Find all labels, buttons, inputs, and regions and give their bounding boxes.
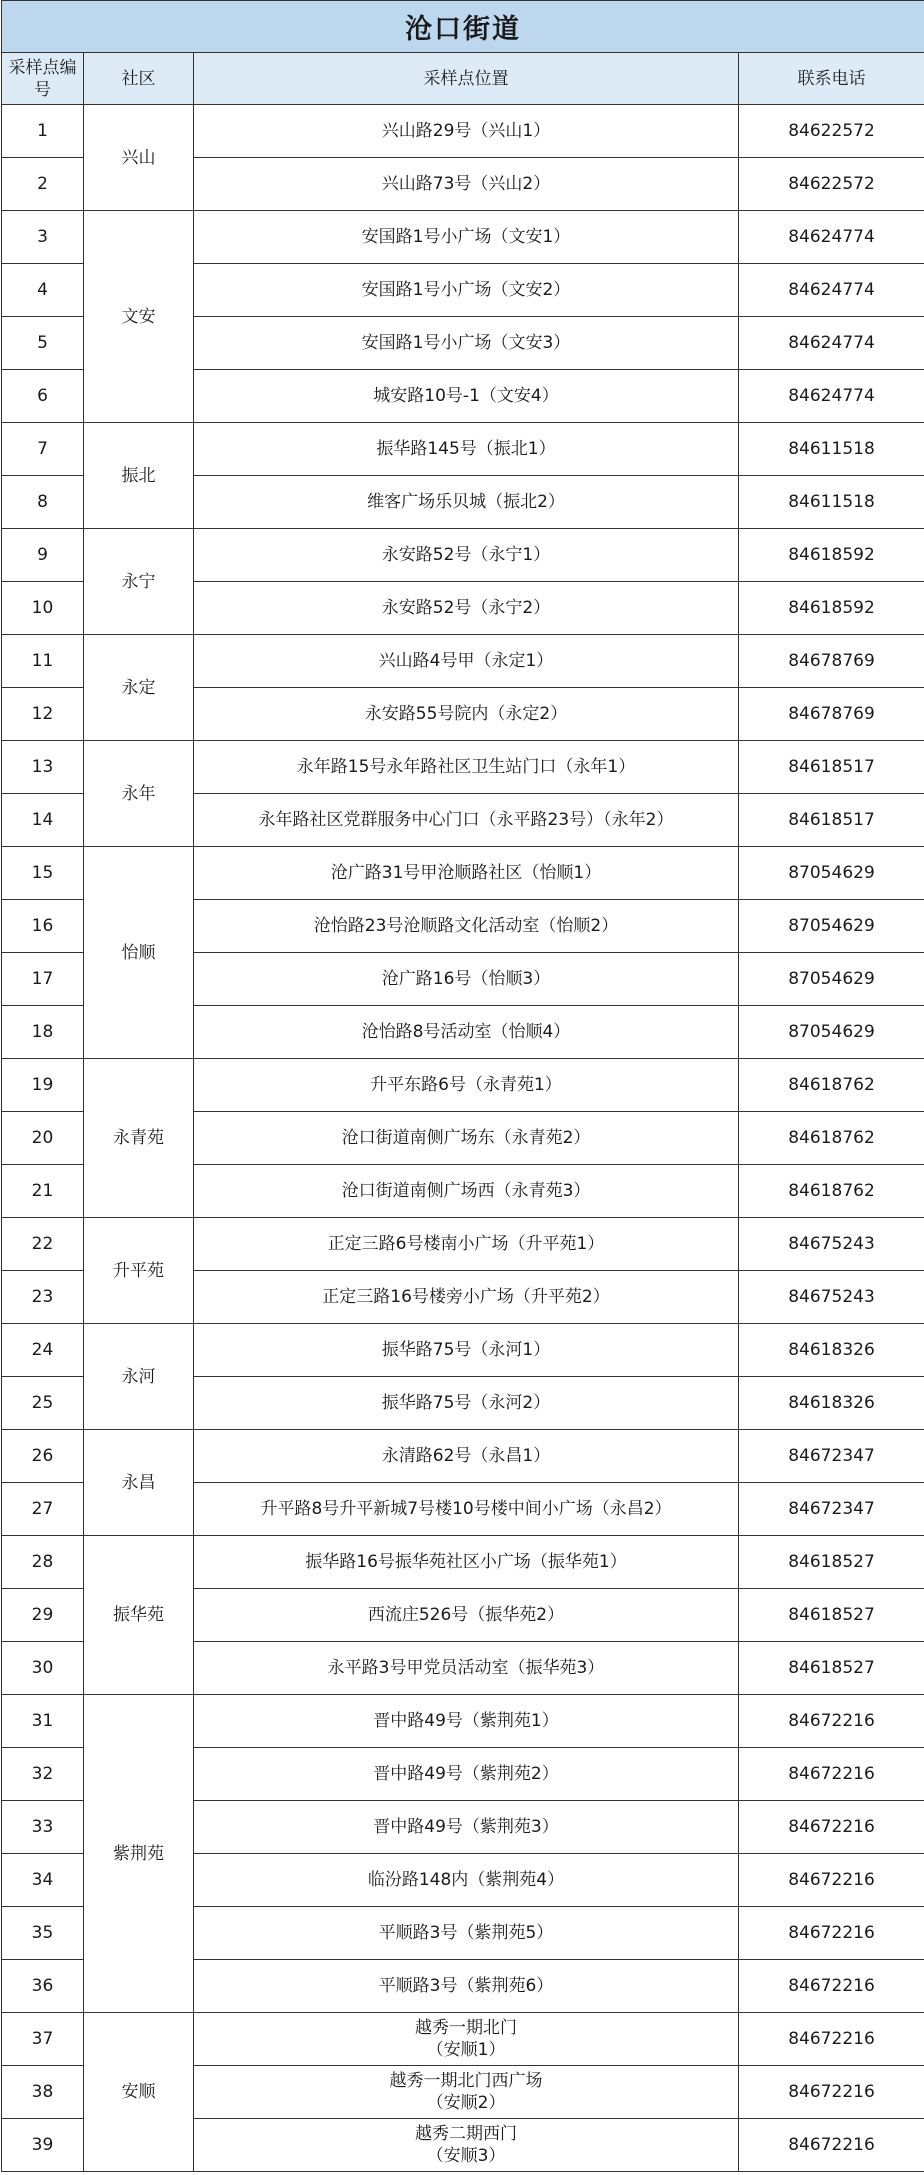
cell-location: 城安路10号-1（文安4） xyxy=(194,370,739,423)
cell-num: 36 xyxy=(2,1960,84,2013)
table-row xyxy=(2,529,924,582)
cell-location xyxy=(194,2066,739,2119)
cell-community: 兴山 xyxy=(84,105,194,211)
cell-num: 9 xyxy=(2,529,84,582)
cell-num: 21 xyxy=(2,1165,84,1218)
cell-num: 14 xyxy=(2,794,84,847)
cell-community: 紫荆苑 xyxy=(84,1695,194,2013)
location-line-2: （安顺1） xyxy=(426,2040,506,2060)
cell-phone: 84624774 xyxy=(739,370,924,423)
cell-community: 永河 xyxy=(84,1324,194,1430)
cell-num: 12 xyxy=(2,688,84,741)
cell-location: 晋中路49号（紫荆苑3） xyxy=(194,1801,739,1854)
table-row xyxy=(2,1430,924,1483)
header-num: 采样点编号 xyxy=(2,53,84,105)
cell-location: 平顺路3号（紫荆苑5） xyxy=(194,1907,739,1960)
cell-phone: 84618517 xyxy=(739,794,924,847)
table-row xyxy=(2,1536,924,1589)
cell-num: 33 xyxy=(2,1801,84,1854)
cell-num: 27 xyxy=(2,1483,84,1536)
cell-phone: 84622572 xyxy=(739,105,924,158)
cell-num: 5 xyxy=(2,317,84,370)
cell-location: 沧广路16号（怡顺3） xyxy=(194,953,739,1006)
cell-num: 13 xyxy=(2,741,84,794)
cell-community: 升平苑 xyxy=(84,1218,194,1324)
cell-location: 沧口街道南侧广场东（永青苑2） xyxy=(194,1112,739,1165)
cell-location xyxy=(194,2119,739,2172)
cell-num: 25 xyxy=(2,1377,84,1430)
cell-location: 振华路145号（振北1） xyxy=(194,423,739,476)
cell-community: 安顺 xyxy=(84,2013,194,2172)
cell-location: 永安路52号（永宁1） xyxy=(194,529,739,582)
cell-num: 38 xyxy=(2,2066,84,2119)
cell-location: 西流庄526号（振华苑2） xyxy=(194,1589,739,1642)
cell-community: 永昌 xyxy=(84,1430,194,1536)
cell-location: 沧怡路8号活动室（怡顺4） xyxy=(194,1006,739,1059)
table-row xyxy=(2,1695,924,1748)
cell-location: 沧怡路23号沧顺路文化活动室（怡顺2） xyxy=(194,900,739,953)
sampling-points-table xyxy=(1,0,924,2172)
header-row xyxy=(2,53,924,105)
location-line: 越秀一期北门西广场 xyxy=(389,2071,543,2091)
cell-num: 26 xyxy=(2,1430,84,1483)
cell-phone: 84672216 xyxy=(739,1907,924,1960)
cell-community: 振北 xyxy=(84,423,194,529)
cell-num: 19 xyxy=(2,1059,84,1112)
cell-num: 3 xyxy=(2,211,84,264)
cell-location: 兴山路4号甲（永定1） xyxy=(194,635,739,688)
cell-phone: 84672216 xyxy=(739,1801,924,1854)
cell-location: 兴山路73号（兴山2） xyxy=(194,158,739,211)
cell-phone: 84672216 xyxy=(739,1695,924,1748)
header-location: 采样点位置 xyxy=(194,53,739,105)
cell-location: 平顺路3号（紫荆苑6） xyxy=(194,1960,739,2013)
cell-phone: 84672216 xyxy=(739,2119,924,2172)
table-row xyxy=(2,2013,924,2066)
cell-phone: 84624774 xyxy=(739,264,924,317)
cell-num: 28 xyxy=(2,1536,84,1589)
cell-phone: 84624774 xyxy=(739,211,924,264)
cell-community: 永宁 xyxy=(84,529,194,635)
cell-location: 永清路62号（永昌1） xyxy=(194,1430,739,1483)
table-row xyxy=(2,847,924,900)
cell-location: 永平路3号甲党员活动室（振华苑3） xyxy=(194,1642,739,1695)
cell-phone: 84611518 xyxy=(739,423,924,476)
cell-phone: 84672216 xyxy=(739,2066,924,2119)
cell-num: 23 xyxy=(2,1271,84,1324)
cell-phone: 84622572 xyxy=(739,158,924,211)
location-line-2: （安顺2） xyxy=(426,2093,506,2113)
cell-num: 31 xyxy=(2,1695,84,1748)
cell-phone: 84678769 xyxy=(739,688,924,741)
cell-location: 正定三路16号楼旁小广场（升平苑2） xyxy=(194,1271,739,1324)
cell-phone: 84672216 xyxy=(739,1854,924,1907)
cell-num: 2 xyxy=(2,158,84,211)
cell-num: 32 xyxy=(2,1748,84,1801)
cell-phone: 84618326 xyxy=(739,1377,924,1430)
cell-location: 永安路55号院内（永定2） xyxy=(194,688,739,741)
cell-num: 1 xyxy=(2,105,84,158)
cell-phone: 84672347 xyxy=(739,1430,924,1483)
table-row xyxy=(2,635,924,688)
header-community: 社区 xyxy=(84,53,194,105)
table-row xyxy=(2,105,924,158)
cell-community: 振华苑 xyxy=(84,1536,194,1695)
cell-phone: 87054629 xyxy=(739,953,924,1006)
cell-phone: 84675243 xyxy=(739,1218,924,1271)
cell-num: 15 xyxy=(2,847,84,900)
cell-location: 升平路8号升平新城7号楼10号楼中间小广场（永昌2） xyxy=(194,1483,739,1536)
table-row xyxy=(2,1059,924,1112)
cell-location: 永年路15号永年路社区卫生站门口（永年1） xyxy=(194,741,739,794)
cell-community: 永定 xyxy=(84,635,194,741)
location-line: 越秀二期西门 xyxy=(415,2124,517,2144)
table-row xyxy=(2,423,924,476)
cell-num: 10 xyxy=(2,582,84,635)
cell-phone: 84672216 xyxy=(739,1748,924,1801)
cell-phone: 84678769 xyxy=(739,635,924,688)
cell-location: 安国路1号小广场（文安1） xyxy=(194,211,739,264)
cell-num: 4 xyxy=(2,264,84,317)
cell-location: 振华路75号（永河2） xyxy=(194,1377,739,1430)
cell-location: 沧广路31号甲沧顺路社区（怡顺1） xyxy=(194,847,739,900)
cell-phone: 84618527 xyxy=(739,1536,924,1589)
cell-phone: 84618762 xyxy=(739,1059,924,1112)
cell-phone: 84672216 xyxy=(739,1960,924,2013)
cell-phone: 84618527 xyxy=(739,1589,924,1642)
cell-phone: 84618762 xyxy=(739,1112,924,1165)
cell-location: 安国路1号小广场（文安2） xyxy=(194,264,739,317)
cell-num: 16 xyxy=(2,900,84,953)
cell-phone: 84618592 xyxy=(739,582,924,635)
cell-num: 34 xyxy=(2,1854,84,1907)
cell-num: 7 xyxy=(2,423,84,476)
cell-location: 兴山路29号（兴山1） xyxy=(194,105,739,158)
cell-num: 29 xyxy=(2,1589,84,1642)
cell-phone: 87054629 xyxy=(739,1006,924,1059)
cell-community: 永年 xyxy=(84,741,194,847)
cell-location: 晋中路49号（紫荆苑2） xyxy=(194,1748,739,1801)
cell-community: 永青苑 xyxy=(84,1059,194,1218)
cell-num: 35 xyxy=(2,1907,84,1960)
cell-phone: 87054629 xyxy=(739,847,924,900)
cell-phone: 84672347 xyxy=(739,1483,924,1536)
cell-location: 永年路社区党群服务中心门口（永平路23号）（永年2） xyxy=(194,794,739,847)
cell-location: 维客广场乐贝城（振北2） xyxy=(194,476,739,529)
cell-location: 升平东路6号（永青苑1） xyxy=(194,1059,739,1112)
cell-location: 临汾路148内（紫荆苑4） xyxy=(194,1854,739,1907)
table-title: 沧口街道 xyxy=(2,1,924,53)
cell-community: 文安 xyxy=(84,211,194,423)
cell-phone: 84675243 xyxy=(739,1271,924,1324)
cell-location: 振华路16号振华苑社区小广场（振华苑1） xyxy=(194,1536,739,1589)
cell-num: 39 xyxy=(2,2119,84,2172)
cell-phone: 84618326 xyxy=(739,1324,924,1377)
cell-num: 37 xyxy=(2,2013,84,2066)
cell-phone: 84618517 xyxy=(739,741,924,794)
cell-location: 振华路75号（永河1） xyxy=(194,1324,739,1377)
cell-phone: 84618592 xyxy=(739,529,924,582)
header-phone: 联系电话 xyxy=(739,53,924,105)
cell-community: 怡顺 xyxy=(84,847,194,1059)
cell-location: 正定三路6号楼南小广场（升平苑1） xyxy=(194,1218,739,1271)
table-row xyxy=(2,1324,924,1377)
cell-phone: 87054629 xyxy=(739,900,924,953)
cell-num: 11 xyxy=(2,635,84,688)
location-line: 越秀一期北门 xyxy=(415,2018,517,2038)
table-row xyxy=(2,211,924,264)
cell-num: 18 xyxy=(2,1006,84,1059)
cell-phone: 84624774 xyxy=(739,317,924,370)
cell-num: 6 xyxy=(2,370,84,423)
cell-num: 30 xyxy=(2,1642,84,1695)
location-line-2: （安顺3） xyxy=(426,2146,506,2166)
cell-location: 沧口街道南侧广场西（永青苑3） xyxy=(194,1165,739,1218)
table-row xyxy=(2,741,924,794)
table-row xyxy=(2,1218,924,1271)
cell-num: 24 xyxy=(2,1324,84,1377)
cell-phone: 84618527 xyxy=(739,1642,924,1695)
cell-phone: 84672216 xyxy=(739,2013,924,2066)
cell-location: 晋中路49号（紫荆苑1） xyxy=(194,1695,739,1748)
cell-phone: 84618762 xyxy=(739,1165,924,1218)
cell-location: 安国路1号小广场（文安3） xyxy=(194,317,739,370)
cell-location xyxy=(194,2013,739,2066)
cell-num: 8 xyxy=(2,476,84,529)
cell-num: 17 xyxy=(2,953,84,1006)
cell-num: 22 xyxy=(2,1218,84,1271)
cell-num: 20 xyxy=(2,1112,84,1165)
cell-location: 永安路52号（永宁2） xyxy=(194,582,739,635)
cell-phone: 84611518 xyxy=(739,476,924,529)
